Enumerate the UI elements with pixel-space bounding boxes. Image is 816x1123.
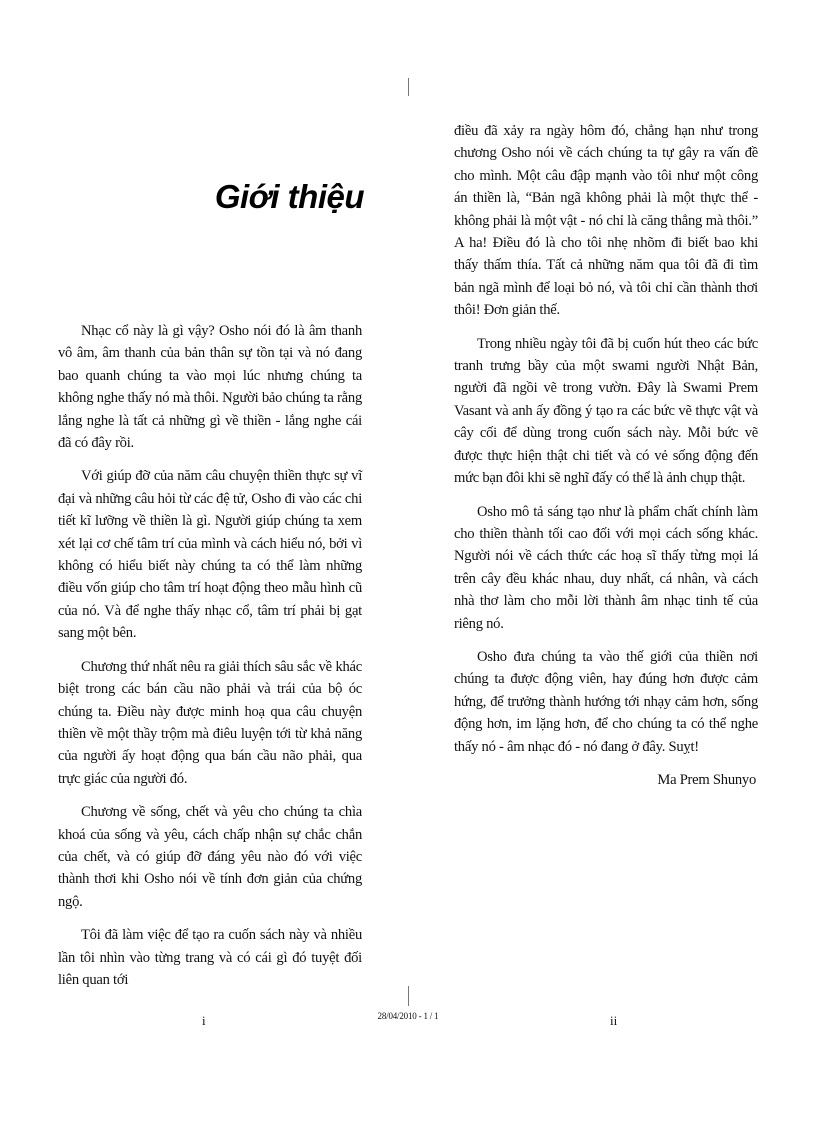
left-paragraph: Với giúp đỡ của năm câu chuyện thiền thực sự vĩ đại và những câu hỏi từ các đệ tử, Osho đi vào các chi tiết kĩ lưỡng về thiền là gì. Người giúp chúng ta xem xét lại cơ chế tâm trí của mình và cách hiểu nó, bởi vì không có hiểu biết này chúng ta có thể làm những điều vốn giúp cho tâm trí hoạt động theo mẫu hình cũ của nó. Và để nghe thấy nhạc cổ, tâm trí phải bị gạt sang một bên. xyxy=(58,468,362,642)
right-paragraph: Trong nhiều ngày tôi đã bị cuốn hút theo các bức tranh trưng bầy của một swami người Nhật Bản, người đã ngồi vẽ trong vườn. Đây là Swami Prem Vasant và anh ấy đồng ý tạo ra các bức vẽ thực vật và cây cối để dùng trong cuốn sách này. Mỗi bức vẽ được thực hiện thật chi tiết và có vẻ sống động đến mức bạn đôi khi sẽ nghĩ đấy có thể là ảnh chụp thật. xyxy=(454,335,758,487)
right-column xyxy=(454,120,758,791)
left-page-number: i xyxy=(202,1013,206,1028)
left-paragraph: Chương về sống, chết và yêu cho chúng ta chìa khoá của sống và yêu, cách chấp nhận sự chắc chắn của chết, và có giúp đỡ đáng yêu nào đó với việc thành thơi khi Osho nói về tính đơn giản của chứng ngộ. xyxy=(58,804,362,910)
right-paragraph: Osho mô tả sáng tạo như là phẩm chất chính làm cho thiền thành tối cao đối với mọi cách sống khác. Người nói về cách thức các hoạ sĩ thấy từng mọi lá trên cây đều khác nhau, duy nhất, cá nhân, và cách nhà thơ làm cho mỗi lời thành âm nhạc tinh tế của riêng nó. xyxy=(454,503,758,632)
center-crop-mark-top xyxy=(408,78,409,96)
right-paragraph: Osho đưa chúng ta vào thế giới của thiền nơi chúng ta được động viên, hay đúng hơn được cảm hứng, để trưởng thành hướng tới nhạy cảm hơn, sống động hơn, im lặng hơn, để cho chúng ta có thể nghe thấy nó - âm nhạc đó - nó đang ở đây. Suỵt! xyxy=(454,648,758,755)
right-paragraph-continuation: điều đã xảy ra ngày hôm đó, chẳng hạn như trong chương Osho nói về cách chúng ta tự gây ra vấn đề cho mình. Một câu đập mạnh vào tôi như một công án thiền là, “Bản ngã không phải là một thực thể - không phải là một vật - nó chỉ là căng thẳng mà thôi.” A ha! Điều đó là cho tôi nhẹ nhõm đi biết bao khi thấy thấm thía. Tất cả những năm qua tôi đã đi tìm bản ngã mình để loại bỏ nó, và tôi chỉ cần thành thơi thôi! Đơn giản thế. xyxy=(454,123,758,319)
left-paragraph: Nhạc cổ này là gì vậy? Osho nói đó là âm thanh vô âm, âm thanh của bản thân sự tồn tại và nó đang bao quanh chúng ta vào mọi lúc nhưng chúng ta không nghe thấy nó mà thôi. Người bảo chúng ta rằng lắng nghe là tất cả những gì về thiền - lắng nghe cái đã có đây rồi. xyxy=(58,323,362,452)
left-column xyxy=(58,320,362,1002)
page-title: Giới thiệu xyxy=(214,178,364,215)
left-paragraph: Chương thứ nhất nêu ra giải thích sâu sắc về khác biệt trong các bán cầu não phải và trái của bộ óc chúng ta. Điều này được minh hoạ qua câu chuyện thiền về một thầy trộm mà điêu luyện tới từ khả năng của người ấy hoạt động qua bán cầu não phải, qua trực giác của người đó. xyxy=(58,658,362,787)
author-signature: Ma Prem Shunyo xyxy=(657,771,756,788)
center-crop-mark-bottom xyxy=(408,986,409,1006)
right-page-number: ii xyxy=(610,1013,618,1028)
left-paragraph: Tôi đã làm việc để tạo ra cuốn sách này và nhiều lần tôi nhìn vào từng trang và có cái gì đó tuyệt đối liên quan tới xyxy=(58,927,362,988)
print-info: 28/04/2010 - 1 / 1 xyxy=(377,1011,439,1021)
